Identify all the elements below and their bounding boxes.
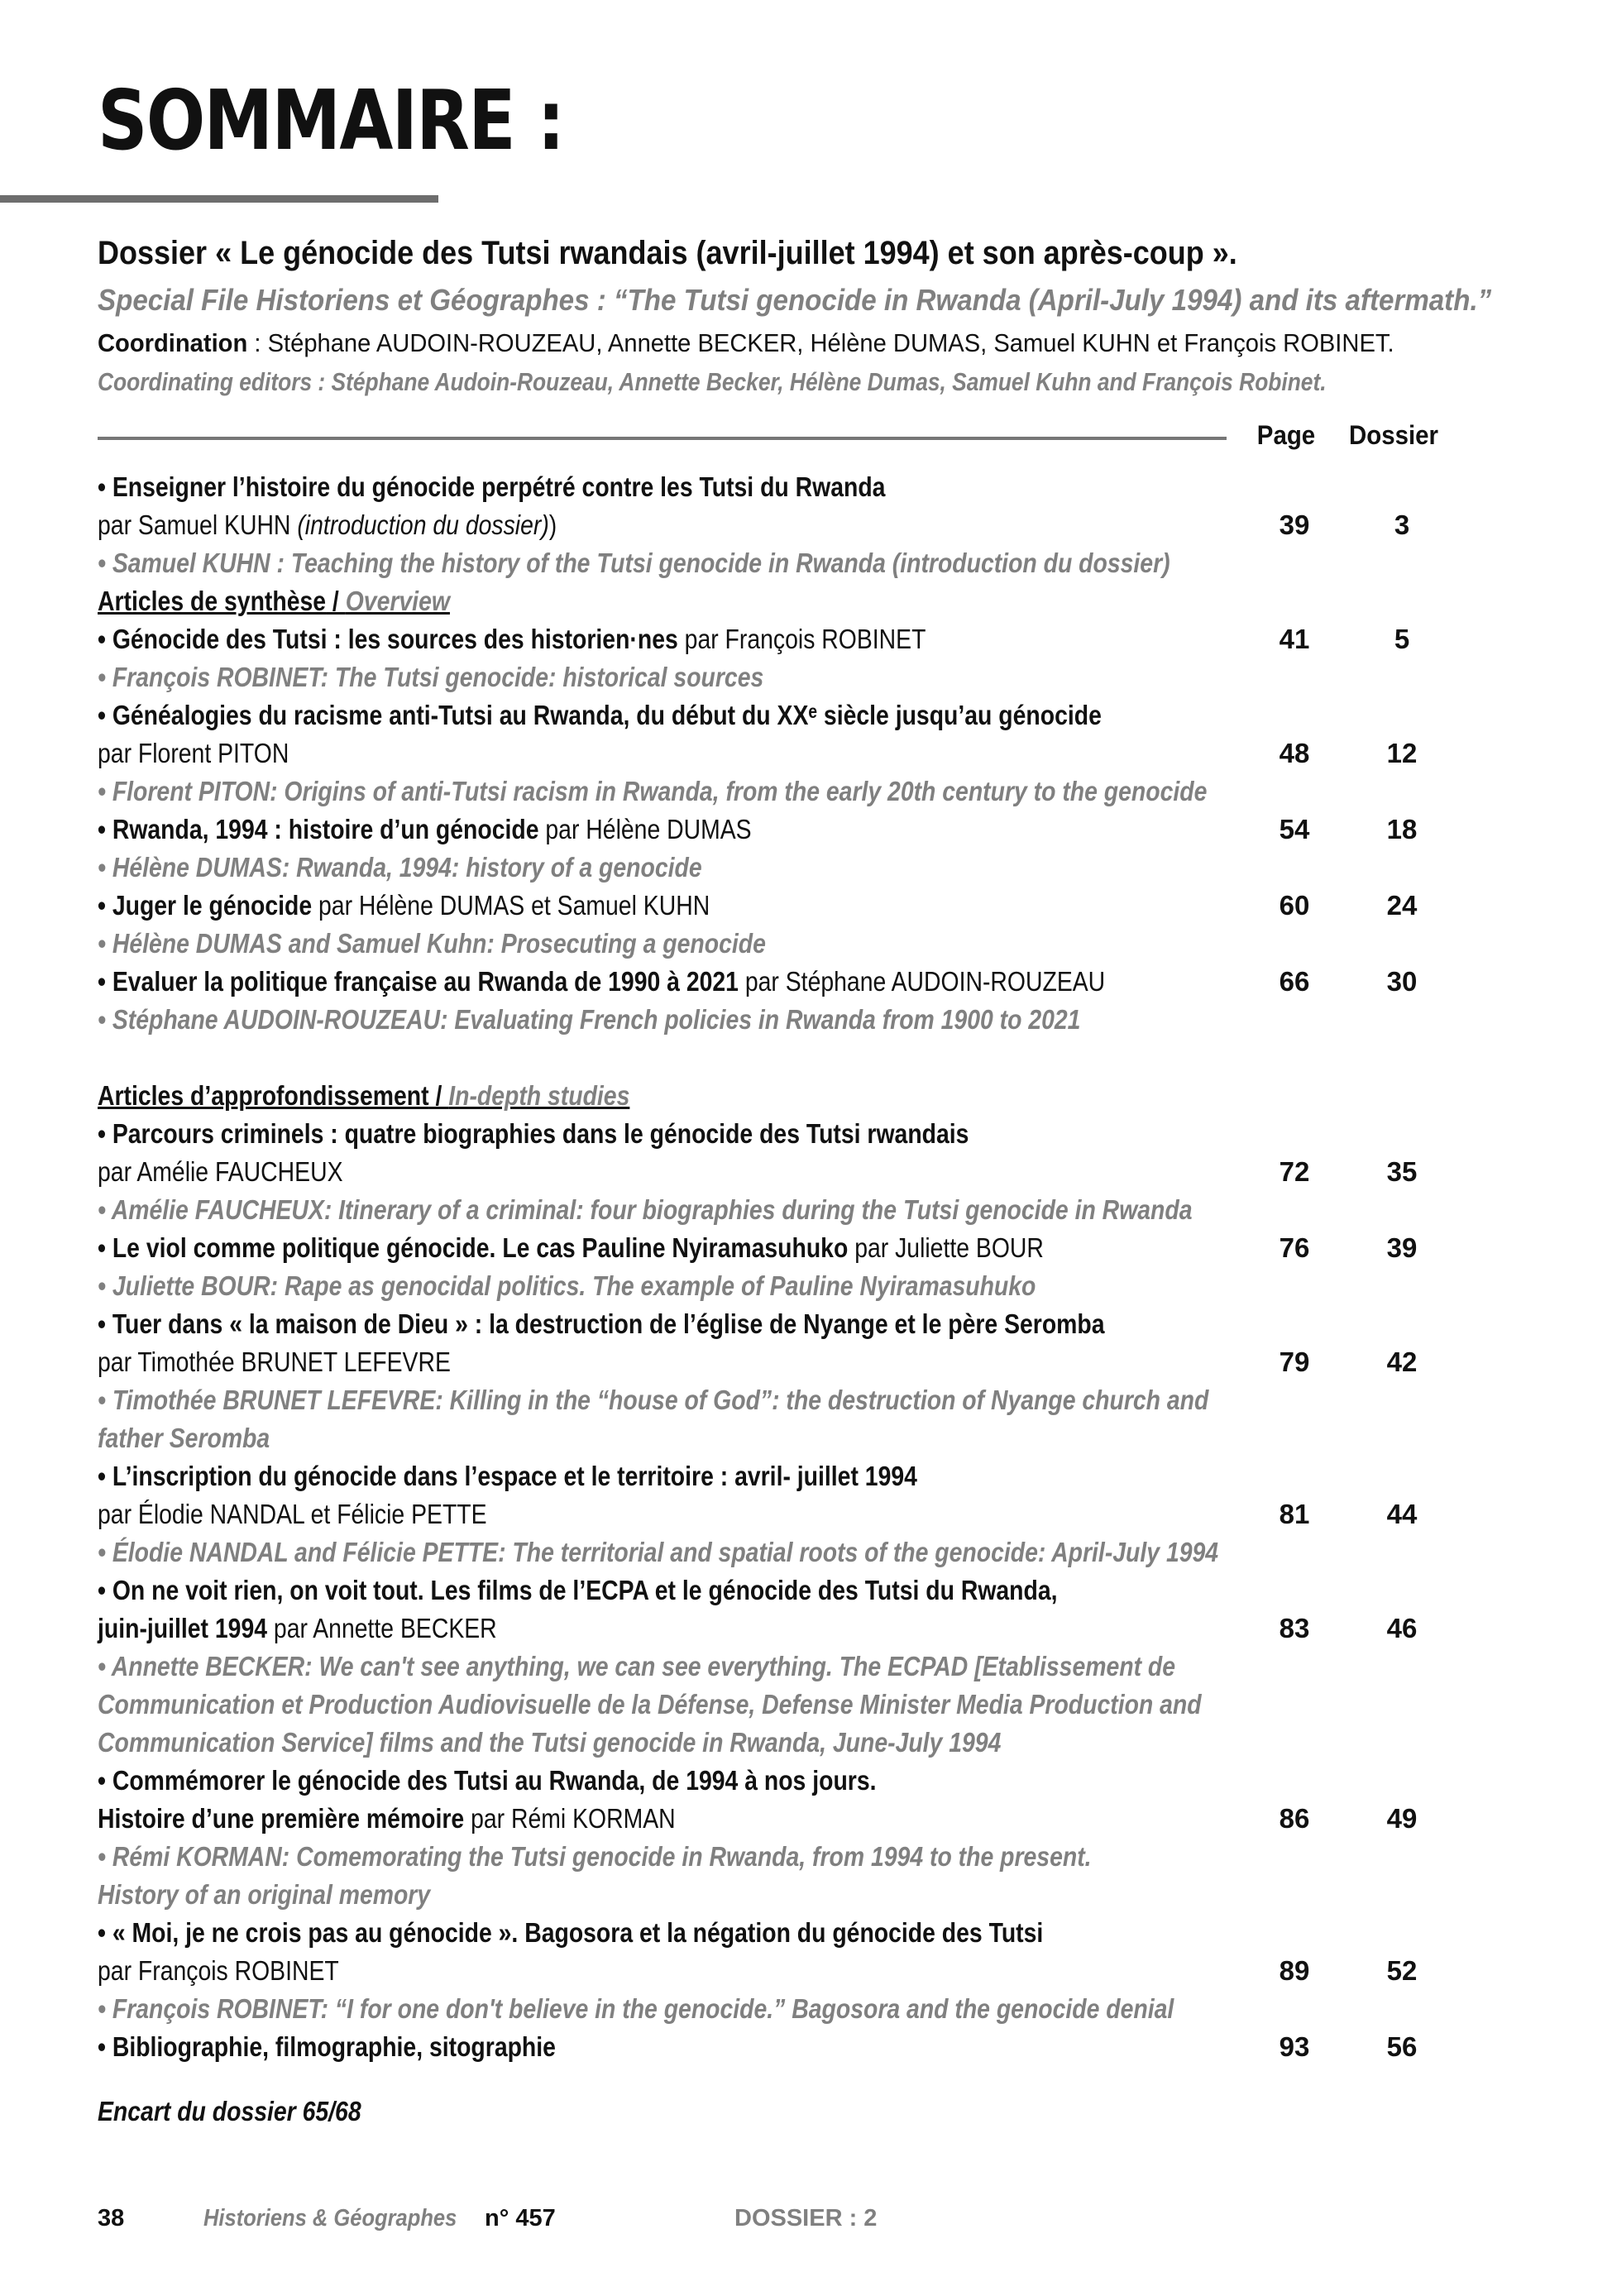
column-header-page: Page	[1256, 420, 1316, 450]
footer-issue: n° 457	[485, 2205, 556, 2231]
toc-text: • Élodie NANDAL and Félicie PETTE: The territorial and spatial roots of the genocide: April-July 1994	[98, 1537, 1219, 1567]
coordination-line	[98, 323, 1474, 364]
toc-entry-line	[98, 506, 1504, 544]
toc-line-text	[98, 544, 1170, 582]
toc-dossier-number: 35	[1386, 1156, 1418, 1187]
toc-text: • Florent PITON: Origins of anti-Tutsi racism in Rwanda, from the early 20th century to the genocide	[98, 776, 1208, 806]
toc-text: par Hélène DUMAS et Samuel KUHN	[312, 890, 710, 921]
toc-text: • L’inscription du génocide dans l’espace et le territoire : avril- juillet 1994	[98, 1461, 917, 1491]
toc-section-heading	[98, 582, 1504, 620]
toc-translation-line	[98, 925, 1504, 963]
toc-translation-line	[98, 1876, 1504, 1914]
toc-text: • Hélène DUMAS: Rwanda, 1994: history of a genocide	[98, 852, 702, 883]
toc-translation-line	[98, 1267, 1504, 1305]
toc-text: Communication Service] films and the Tutsi genocide in Rwanda, June-July 1994	[98, 1727, 1002, 1758]
toc-line-text	[98, 1724, 1001, 1762]
toc-line-text	[98, 1533, 1218, 1571]
toc-text: • On ne voit rien, on voit tout. Les films de l’ECPA et le génocide des Tutsi du Rwanda,	[98, 1575, 1058, 1605]
toc-text: Articles de synthèse	[98, 586, 327, 616]
toc-page-number: 41	[1279, 624, 1310, 654]
toc-entry-line	[98, 811, 1504, 849]
toc-line-text	[98, 1191, 1192, 1229]
toc-translation-line	[98, 1419, 1504, 1457]
toc-entry-line	[98, 963, 1504, 1001]
toc-separator: /	[326, 586, 346, 616]
toc-bold-title: • Rwanda, 1994 : histoire d’un génocide	[98, 814, 539, 844]
toc-translation-line	[98, 1724, 1504, 1762]
toc-line-text	[98, 1762, 876, 1800]
dossier-header	[98, 228, 1562, 400]
toc-page-number: 54	[1279, 814, 1310, 844]
toc-line-text	[98, 1990, 1174, 2028]
toc-entry-line	[98, 1571, 1504, 1610]
toc-line-text	[98, 1267, 1036, 1305]
toc-entry-line	[98, 1914, 1504, 1952]
toc-line-text	[98, 811, 752, 849]
toc-entry-line	[98, 887, 1504, 925]
toc-text: • Enseigner l’histoire du génocide perpétré contre les Tutsi du Rwanda	[98, 471, 886, 502]
toc-text: par François ROBINET	[98, 1955, 339, 1986]
toc-entry-line	[98, 1952, 1504, 1990]
toc-text: Communication et Production Audiovisuelle de la Défense, Defense Minister Media Production and	[98, 1689, 1202, 1720]
toc-page-number: 81	[1279, 1499, 1310, 1529]
toc-text: • Samuel KUHN : Teaching the history of the Tutsi genocide in Rwanda (introduction du dossier)	[98, 548, 1170, 578]
toc-entry-line	[98, 1610, 1504, 1648]
toc-line-text	[98, 1914, 1043, 1952]
toc-text: par Stéphane AUDOIN-ROUZEAU	[738, 966, 1106, 997]
toc-dossier-number: 46	[1386, 1613, 1418, 1643]
toc-text: par Timothée BRUNET LEFEVRE	[98, 1347, 451, 1377]
toc-line-text	[98, 1610, 497, 1648]
dossier-title: Dossier « Le génocide des Tutsi rwandais (avril-juillet 1994) et son après-coup ».	[98, 235, 1237, 271]
toc-line-text	[98, 696, 1102, 734]
toc-translation-line	[98, 1533, 1504, 1571]
page-title: SOMMAIRE :	[98, 72, 564, 169]
toc-line-text	[98, 773, 1207, 811]
toc-translation-line	[98, 1001, 1504, 1039]
toc-entry-line	[98, 1762, 1504, 1800]
toc-entry-line	[98, 1115, 1504, 1153]
toc-text: • Rémi KORMAN: Comemorating the Tutsi genocide in Rwanda, from 1994 to the present.	[98, 1841, 1092, 1872]
toc-spacer	[98, 1039, 1504, 1077]
toc-line-text	[98, 2028, 556, 2066]
toc-bold-title: juin-juillet 1994	[98, 1613, 268, 1643]
toc-section-english: In-depth studies	[448, 1080, 630, 1111]
toc-translation-line	[98, 1838, 1504, 1876]
toc-italic-note: (introduction du dossier)	[297, 509, 549, 540]
toc-bold-title: Histoire d’une première mémoire	[98, 1803, 465, 1834]
toc-translation-line	[98, 658, 1504, 696]
toc-dossier-number: 5	[1394, 624, 1410, 654]
toc-bold-title: • Evaluer la politique française au Rwanda de 1990 à 2021	[98, 966, 739, 997]
toc-dossier-number: 56	[1386, 2031, 1418, 2062]
toc-dossier-number: 39	[1386, 1232, 1418, 1263]
toc-entry-line	[98, 620, 1504, 658]
toc-page-number: 60	[1279, 890, 1310, 921]
toc-line-text	[98, 506, 557, 544]
toc-separator: /	[428, 1080, 449, 1111]
footer-dossier: DOSSIER : 2	[734, 2205, 878, 2231]
toc-translation-line	[98, 544, 1504, 582]
toc-line-text	[98, 1800, 676, 1838]
footer-page-number: 38	[98, 2205, 125, 2231]
toc-translation-line	[98, 1686, 1504, 1724]
toc-text: History of an original memory	[98, 1879, 431, 1910]
toc-section-heading	[98, 1077, 1504, 1115]
toc-text: par Hélène DUMAS	[538, 814, 752, 844]
toc-dossier-number: 44	[1386, 1499, 1418, 1529]
toc-text: • Juliette BOUR: Rape as genocidal politics. The example of Pauline Nyiramasuhuko	[98, 1270, 1036, 1301]
toc-dossier-number: 52	[1386, 1955, 1418, 1986]
toc-text: • Parcours criminels : quatre biographies dans le génocide des Tutsi rwandais	[98, 1118, 969, 1149]
toc-translation-line	[98, 1191, 1504, 1229]
toc-line-text	[98, 1115, 969, 1153]
toc-text: father Seromba	[98, 1423, 270, 1453]
toc-page-number: 72	[1279, 1156, 1310, 1187]
toc-line-text	[98, 1001, 1080, 1039]
toc-entry-line	[98, 1800, 1504, 1838]
toc-line-text	[98, 620, 926, 658]
toc-line-text	[98, 1419, 270, 1457]
toc-entry-line	[98, 1495, 1504, 1533]
toc-text: • Timothée BRUNET LEFEVRE: Killing in the “house of God”: the destruction of Nyange church and	[98, 1385, 1209, 1415]
toc-page-number: 66	[1279, 966, 1310, 997]
toc-bold-title: • Juger le génocide	[98, 890, 313, 921]
toc-entry-line	[98, 1229, 1504, 1267]
toc-line-text	[98, 1495, 487, 1533]
toc-text: • François ROBINET: “I for one don't believe in the genocide.” Bagosora and the genocide denial	[98, 1993, 1174, 2024]
toc-dossier-number: 30	[1386, 966, 1418, 997]
toc-text: Articles d’approfondissement	[98, 1080, 429, 1111]
toc-text: • « Moi, je ne crois pas au génocide ». Bagosora et la négation du génocide des Tutsi	[98, 1917, 1044, 1948]
toc-dossier-number: 42	[1386, 1347, 1418, 1377]
toc-entry-line	[98, 696, 1504, 734]
toc-line-text	[98, 1153, 343, 1191]
toc-page-number: 48	[1279, 738, 1310, 768]
footer-journal-name: Historiens & Géographes	[203, 2205, 457, 2231]
toc-entry-line	[98, 2028, 1504, 2066]
toc-line-text	[98, 734, 289, 773]
toc-text: par François ROBINET	[677, 624, 926, 654]
toc-entry-line	[98, 1153, 1504, 1191]
toc-text: • Commémorer le génocide des Tutsi au Rwanda, de 1994 à nos jours.	[98, 1765, 877, 1796]
toc-page-number: 39	[1279, 509, 1310, 540]
toc-text: • Stéphane AUDOIN-ROUZEAU: Evaluating French policies in Rwanda from 1900 to 2021	[98, 1004, 1081, 1035]
toc-line-text	[98, 1229, 1044, 1267]
toc-entry-line	[98, 1305, 1504, 1343]
toc-section-english: Overview	[345, 586, 450, 616]
toc-entry-line	[98, 734, 1504, 773]
toc-line-text	[98, 468, 885, 506]
toc-line-text	[98, 1648, 1175, 1686]
toc-page-number: 76	[1279, 1232, 1310, 1263]
table-of-contents	[98, 468, 1504, 2066]
toc-line-text	[98, 1077, 629, 1115]
toc-line-text	[98, 1343, 451, 1381]
coordinating-editors: Coordinating editors : Stéphane Audoin-Rouzeau, Annette Becker, Hélène Dumas, Samuel Kuhn and François Robinet.	[98, 367, 1327, 396]
toc-text: • François ROBINET: The Tutsi genocide: historical sources	[98, 662, 764, 692]
toc-line-text	[98, 1305, 1105, 1343]
table-rule	[98, 437, 1227, 440]
toc-text: par Amélie FAUCHEUX	[98, 1156, 343, 1187]
toc-bold-title: • Génocide des Tutsi : les sources des historien·nes	[98, 624, 678, 654]
coordination-label: Coordination	[98, 328, 248, 357]
column-header-dossier: Dossier	[1348, 420, 1438, 450]
toc-translation-line	[98, 1648, 1504, 1686]
toc-text-after: )	[548, 509, 557, 540]
toc-line-text	[98, 1571, 1058, 1610]
toc-line-text	[98, 582, 450, 620]
toc-dossier-number: 18	[1386, 814, 1418, 844]
toc-text: • Amélie FAUCHEUX: Itinerary of a criminal: four biographies during the Tutsi genocide in Rwanda	[98, 1194, 1193, 1225]
toc-translation-line	[98, 1381, 1504, 1419]
toc-translation-line	[98, 1990, 1504, 2028]
toc-text: par Juliette BOUR	[848, 1232, 1044, 1263]
toc-line-text	[98, 658, 763, 696]
toc-dossier-number: 12	[1386, 738, 1418, 768]
toc-line-text	[98, 1457, 917, 1495]
toc-dossier-number: 24	[1386, 890, 1418, 921]
toc-page-number: 89	[1279, 1955, 1310, 1986]
toc-translation-line	[98, 849, 1504, 887]
toc-bold-title: • Le viol comme politique génocide. Le cas Pauline Nyiramasuhuko	[98, 1232, 849, 1263]
toc-text: • Annette BECKER: We can't see anything, we can see everything. The ECPAD [Etablissement de	[98, 1651, 1176, 1681]
toc-line-text	[98, 925, 766, 963]
toc-line-text	[98, 963, 1105, 1001]
toc-text: • Généalogies du racisme anti-Tutsi au Rwanda, du début du XXᵉ siècle jusqu’au génocide	[98, 700, 1102, 730]
toc-translation-line	[98, 773, 1504, 811]
toc-text: • Hélène DUMAS and Samuel Kuhn: Prosecuting a genocide	[98, 928, 766, 959]
toc-text: par Rémi KORMAN	[464, 1803, 676, 1834]
toc-line-text	[98, 1876, 430, 1914]
toc-entry-line	[98, 468, 1504, 506]
toc-text: par Samuel KUHN	[98, 509, 298, 540]
toc-page-number: 79	[1279, 1347, 1310, 1377]
toc-entry-line	[98, 1457, 1504, 1495]
toc-dossier-number: 49	[1386, 1803, 1418, 1834]
toc-line-text	[98, 849, 702, 887]
toc-text: • Tuer dans « la maison de Dieu » : la destruction de l’église de Nyange et le père Seromba	[98, 1308, 1105, 1339]
toc-page-number: 86	[1279, 1803, 1310, 1834]
toc-entry-line	[98, 1343, 1504, 1381]
title-rule	[0, 195, 438, 203]
toc-line-text	[98, 1952, 339, 1990]
toc-line-text	[98, 1381, 1208, 1419]
toc-text: • Bibliographie, filmographie, sitographie	[98, 2031, 556, 2062]
toc-line-text	[98, 887, 710, 925]
toc-text: par Annette BECKER	[267, 1613, 497, 1643]
toc-text: par Florent PITON	[98, 738, 289, 768]
toc-line-text	[98, 1838, 1092, 1876]
toc-line-text	[98, 1686, 1202, 1724]
toc-page-number: 93	[1279, 2031, 1310, 2062]
coordination-text: : Stéphane AUDOIN-ROUZEAU, Annette BECKER, Hélène DUMAS, Samuel KUHN et François ROBINET.	[247, 328, 1394, 357]
toc-dossier-number: 3	[1394, 509, 1410, 540]
encart-note: Encart du dossier 65/68	[98, 2096, 361, 2126]
toc-page-number: 83	[1279, 1613, 1310, 1643]
special-file-title: Special File Historiens et Géographes : “The Tutsi genocide in Rwanda (April-July 1994) and its aftermath.”	[98, 283, 1492, 317]
toc-text: par Élodie NANDAL et Félicie PETTE	[98, 1499, 487, 1529]
